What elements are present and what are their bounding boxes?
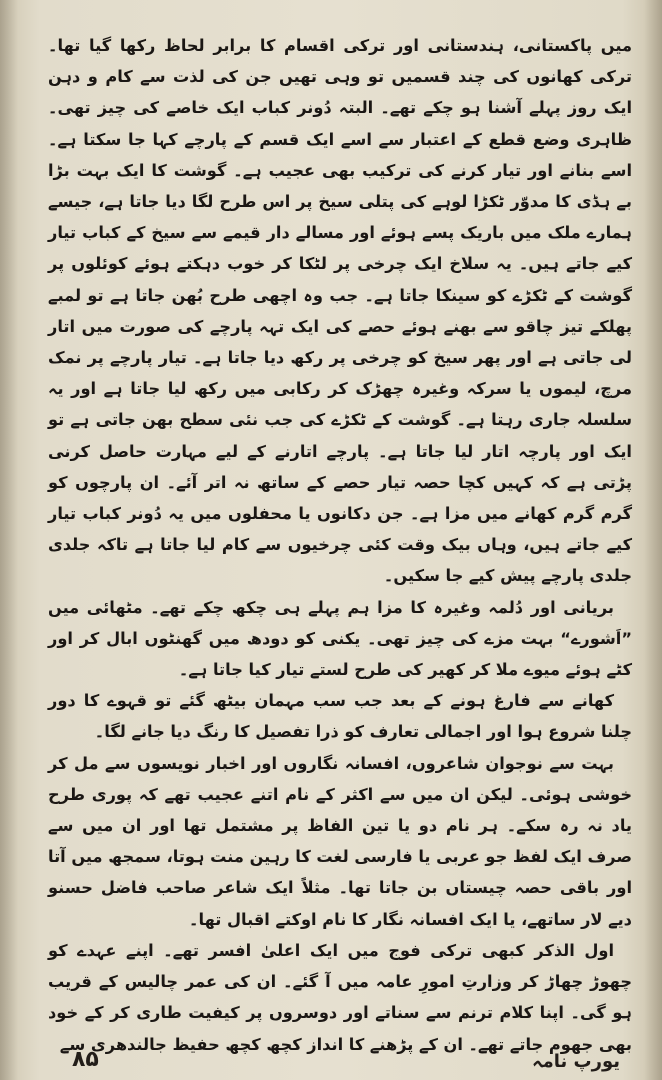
- body-text: [48, 30, 632, 1060]
- paragraph-biryani-ashure: بریانی اور دُلمہ وغیرہ کا مزا ہم پہلے ہی چکھ چکے تھے۔ مٹھائی میں ”اَشورے“ بہت مزے کی چیز تھی۔ یکنی کو دودھ میں گھنٹوں ابال کر اور کٹے ہوئے میوے ملا کر کھیر کی طرح لستے تیار کیا جاتا ہے۔: [48, 597, 632, 680]
- paragraph-doner-kebab: میں پاکستانی، ہندستانی اور ترکی اقسام کا برابر لحاظ رکھا گیا تھا۔ ترکی کھانوں کی چند قسمیں تو وہی تھیں جن کی لذت سے کام و دہن ایک روز پہلے آشنا ہو چکے تھے۔ البتہ دُونر کباب ایک خاصے کی چیز تھی۔ ظاہری وضع قطع کے اعتبار سے اسے ایک قسم کے پارچے کہا جا سکتا ہے۔ اسے بنانے اور تیار کرنے کی ترکیب بھی عجیب ہے۔ گوشت کا ایک بہت بڑا بے ہڈی کا مدوّر ٹکڑا لوہے کی پتلی سیخ پر اس طرح لگا دیا جاتا ہے، جیسے ہمارے ملک میں باریک پسے ہوئے اور مسالے دار قیمے سے سیخ کے کباب تیار کیے جاتے ہیں۔ یہ سلاخ ایک چرخی پر لٹکا کر خوب دہکتے ہوئے کوئلوں پر گوشت کے ٹکڑے کو سینکا جاتا ہے۔ جب وہ اچھی طرح بُھن جاتا ہے تو لمبے پھلکے تیز چاقو سے بھنے ہوئے حصے کی ایک تہہ پارچے کی صورت میں اتار لی جاتی ہے اور پھر سیخ کو چرخی پر رکھ دیا جاتا ہے۔ تیار پارچے پر نمک مرچ، لیموں یا سرکہ وغیرہ چھڑک کر رکابی میں رکھ لیا جاتا ہے اور یہ سلسلہ جاری رہتا ہے۔ گوشت کے ٹکڑے کی جب نئی سطح بھن جاتی ہے تو ایک اور پارچہ اتار لیا جاتا ہے۔ پارچے اتارنے کے لیے مہارت حاصل کرنی پڑتی ہے کہ کہیں کچا حصہ تیار حصے کے ساتھ نہ اتر آئے۔ ان پارچوں کو گرم گرم کھانے میں مزا ہے۔ جن دکانوں یا محفلوں میں یہ دُونر کباب تیار کیے جاتے ہیں، وہاں بیک وقت کئی چرخیوں سے کام لیا جاتا ہے تاکہ جلدی جلدی پارچے پیش کیے جا سکیں۔: [48, 36, 632, 586]
- page-edge-shadow-right: [644, 0, 662, 1080]
- page-number: ۸۵: [72, 1047, 99, 1072]
- page-edge-shadow-left: [0, 0, 18, 1080]
- paragraph-former-officer: اول الذکر کبھی ترکی فوج میں ایک اعلیٰ افسر تھے۔ اپنے عہدے کو چھوڑ چھاڑ کر وزارتِ امورِ عامہ میں آ گئے۔ ان کی عمر چالیس کے قریب ہو گی۔ اپنا کلام ترنم سے سناتے اور دوسروں پر کیفیت طاری کر کے خود بھی جھوم جاتے تھے۔ ان کے پڑھنے کا انداز کچھ کچھ حفیظ جالندھری سے: [48, 940, 632, 1054]
- paragraph-young-writers: بہت سے نوجوان شاعروں، افسانہ نگاروں اور اخبار نویسوں سے مل کر خوشی ہوئی۔ لیکن ان میں سے اکثر کے نام اتنے عجیب تھے کہ پوری طرح یاد نہ رہ سکے۔ ہر نام دو یا تین الفاظ پر مشتمل تھا اور ان میں سے صرف ایک لفظ جو عربی یا فارسی لغت کا رہین منت ہوتا، سمجھ میں آتا اور باقی حصہ چیستاں بن جاتا تھا۔ مثلاً ایک شاعر صاحب فاضل حسنو دیے لار ساتھے، یا ایک افسانہ نگار کا نام اوکتے اقبال تھا۔: [48, 753, 632, 929]
- running-title: یورپ نامہ: [532, 1051, 620, 1072]
- paragraph-coffee-introductions: کھانے سے فارغ ہونے کے بعد جب سب مہمان بیٹھ گئے تو قہوے کا دور چلنا شروع ہوا اور اجمالی تعارف کو ذرا تفصیل کا رنگ دیا جانے لگا۔: [48, 691, 632, 742]
